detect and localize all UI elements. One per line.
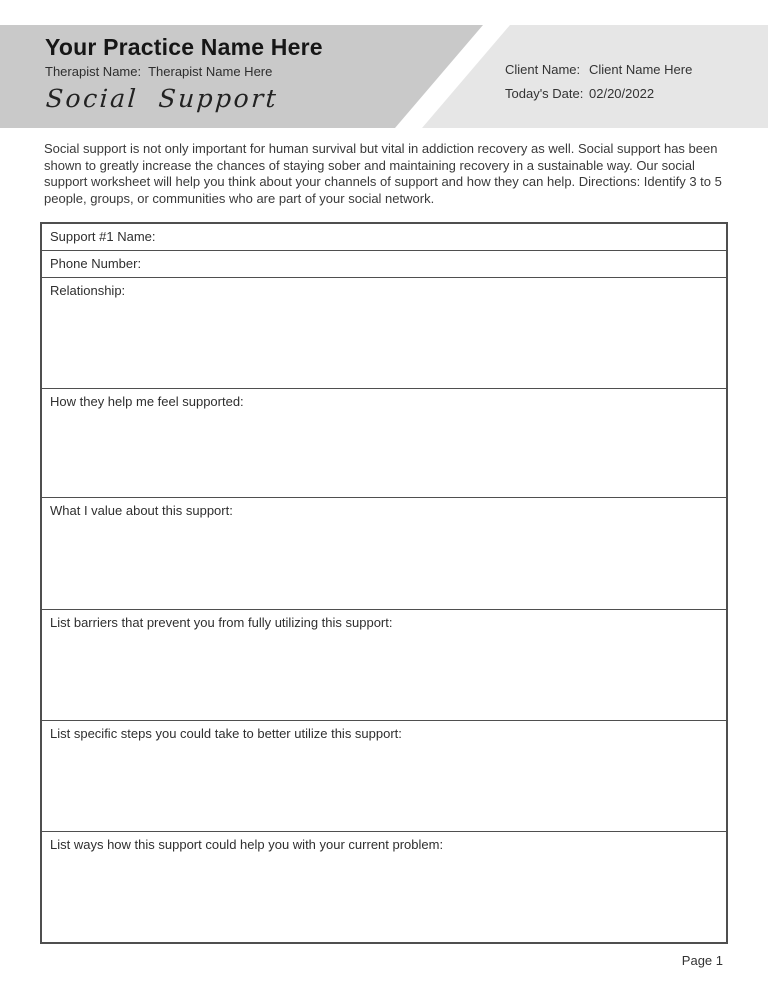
practice-name: Your Practice Name Here bbox=[45, 34, 323, 60]
field-label: Relationship: bbox=[50, 283, 126, 298]
field-how-they-help-me-feel-supported[interactable] bbox=[42, 389, 726, 498]
field-label: List barriers that prevent you from fully utilizing this support: bbox=[50, 615, 393, 630]
field-steps-to-better-utilize-support[interactable] bbox=[42, 721, 726, 832]
therapist-name-label: Therapist Name: bbox=[45, 64, 142, 79]
field-barriers-to-utilizing-support[interactable] bbox=[42, 610, 726, 721]
therapist-name-value: Therapist Name Here bbox=[148, 64, 273, 79]
field-label: List ways how this support could help you with your current problem: bbox=[50, 837, 444, 852]
intro-paragraph: Social support is not only important for human survival but vital in addiction recovery as well. Social support has been shown to greatly increase the chances of staying sober and maintaining recovery in a sustainable way. Our social support worksheet will help you think about your channels of support and how they can help. Directions: Identify 3 to 5 people, groups, or communities who are part of your social network. bbox=[44, 141, 722, 206]
field-label: How they help me feel supported: bbox=[50, 394, 244, 409]
client-name-label: Client Name: bbox=[505, 62, 581, 77]
field-support-1-name[interactable] bbox=[42, 224, 726, 251]
field-label: What I value about this support: bbox=[50, 503, 233, 518]
header-right-content bbox=[505, 62, 692, 110]
field-label: Phone Number: bbox=[50, 256, 142, 271]
date-line bbox=[505, 86, 692, 101]
worksheet-title: Social Support bbox=[45, 84, 280, 113]
field-label: Support #1 Name: bbox=[50, 229, 156, 244]
support-form-table bbox=[40, 222, 728, 944]
page-number: Page 1 bbox=[681, 953, 723, 968]
date-label: Today's Date: bbox=[505, 86, 584, 101]
date-value: 02/20/2022 bbox=[589, 86, 655, 101]
field-relationship[interactable] bbox=[42, 278, 726, 389]
header-band bbox=[0, 25, 768, 128]
header-left-content bbox=[45, 34, 323, 113]
client-name-value: Client Name Here bbox=[589, 62, 693, 77]
field-ways-support-helps-current-problem[interactable] bbox=[42, 832, 726, 942]
field-what-i-value-about-this-support[interactable] bbox=[42, 498, 726, 610]
field-phone-number[interactable] bbox=[42, 251, 726, 278]
therapist-line bbox=[45, 64, 323, 79]
field-label: List specific steps you could take to better utilize this support: bbox=[50, 726, 402, 741]
client-name-line bbox=[505, 62, 692, 77]
